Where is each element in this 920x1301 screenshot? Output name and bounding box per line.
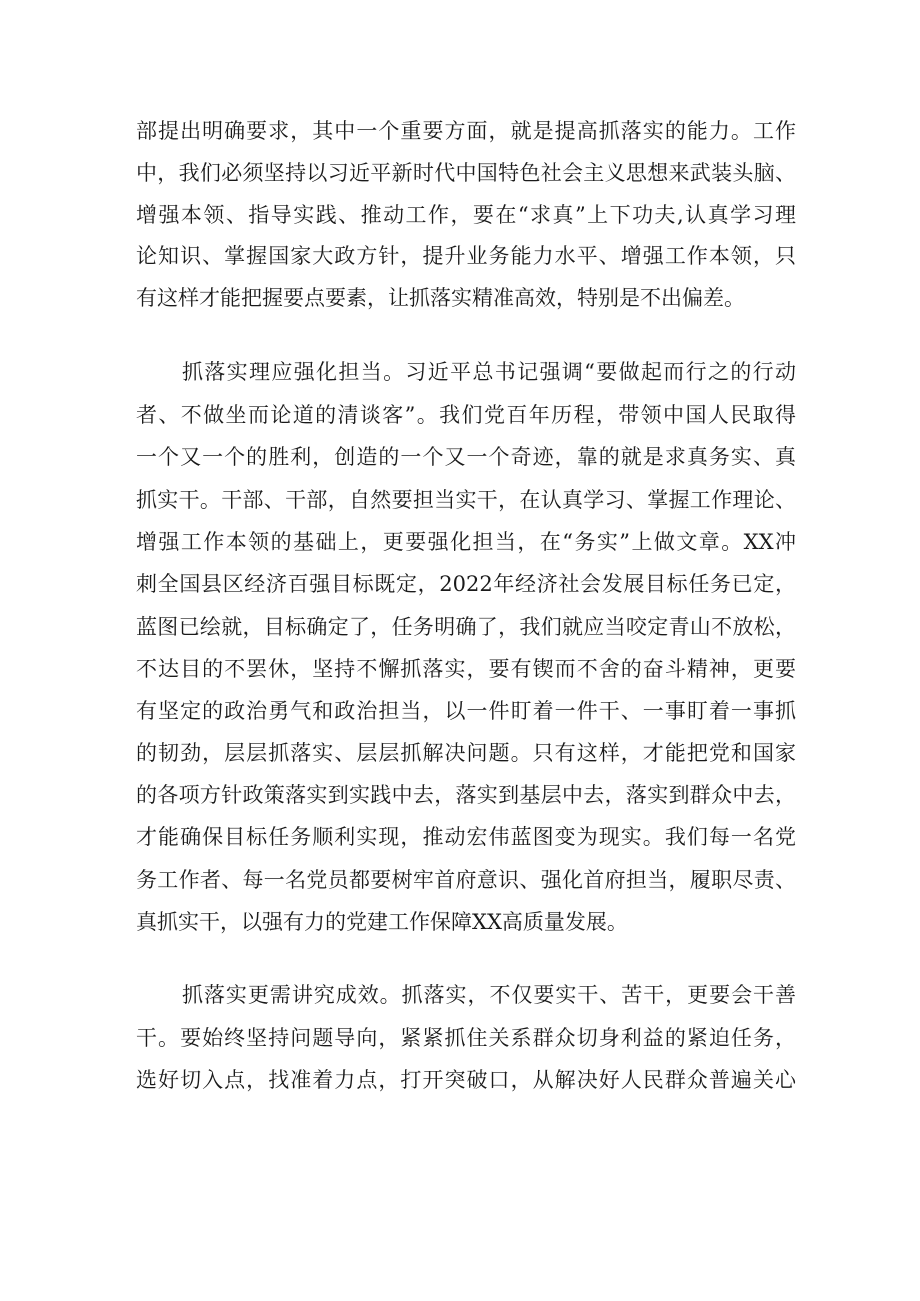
paragraph-2-line-10: 的韧劲，层层抓落实、层层抓解决问题。只有这样，才能把党和国家 (136, 741, 796, 765)
paragraph-1-line-1: 部提出明确要求，其中一个重要方面，就是提高抓落实的能力。工作 (136, 119, 796, 143)
paragraph-2-line-9: 有坚定的政治勇气和政治担当，以一件盯着一件干、一事盯着一事抓 (136, 699, 796, 723)
paragraph-2-line-7: 蓝图已绘就，目标确定了，任务明确了，我们就应当咬定青山不放松， (136, 615, 796, 639)
paragraph-2-line-2: 者、不做坐而论道的清谈客”。我们党百年历程，带领中国人民取得 (136, 403, 796, 427)
paragraph-1-line-3: 增强本领、指导实践、推动工作，要在“求真”上下功夫,认真学习理 (136, 203, 796, 227)
paragraph-2-line-8: 不达目的不罢休，坚持不懈抓落实，要有锲而不舍的奋斗精神，更要 (136, 657, 796, 681)
paragraph-2-line-4: 抓实干。干部、干部，自然要担当实干，在认真学习、掌握工作理论、 (136, 488, 796, 512)
paragraph-2-line-5: 增强工作本领的基础上，更要强化担当，在“务实”上做文章。XX冲 (136, 530, 796, 554)
paragraph-2-line-3: 一个又一个的胜利，创造的一个又一个奇迹，靠的就是求真务实、真 (136, 445, 796, 469)
paragraph-1-line-4: 论知识、掌握国家大政方针，提升业务能力水平、增强工作本领，只 (136, 244, 796, 268)
paragraph-2-line-12: 才能确保目标任务顺利实现，推动宏伟蓝图变为现实。我们每一名党 (136, 825, 796, 849)
paragraph-2-line-6: 刺全国县区经济百强目标既定，2022年经济社会发展目标任务已定， (136, 572, 796, 596)
paragraph-2-line-1: 抓落实理应强化担当。习近平总书记强调“要做起而行之的行动 (182, 360, 796, 384)
paragraph-2-line-13: 务工作者、每一名党员都要树牢首府意识、强化首府担当，履职尽责、 (136, 868, 796, 892)
paragraph-1-line-2: 中，我们必须坚持以习近平新时代中国特色社会主义思想来武装头脑、 (136, 161, 796, 185)
paragraph-2-line-11: 的各项方针政策落实到实践中去，落实到基层中去，落实到群众中去， (136, 783, 796, 807)
paragraph-2-line-14: 真抓实干，以强有力的党建工作保障XX高质量发展。 (136, 910, 628, 934)
paragraph-3-line-3: 选好切入点，找准着力点，打开突破口，从解决好人民群众普遍关心 (136, 1068, 796, 1092)
paragraph-1-line-5: 有这样才能把握要点要素，让抓落实精准高效，特别是不出偏差。 (136, 286, 745, 310)
paragraph-3-line-1: 抓落实更需讲究成效。抓落实，不仅要实干、苦干，更要会干善 (182, 983, 796, 1007)
paragraph-3-line-2: 干。要始终坚持问题导向，紧紧抓住关系群众切身利益的紧迫任务， (136, 1026, 796, 1050)
